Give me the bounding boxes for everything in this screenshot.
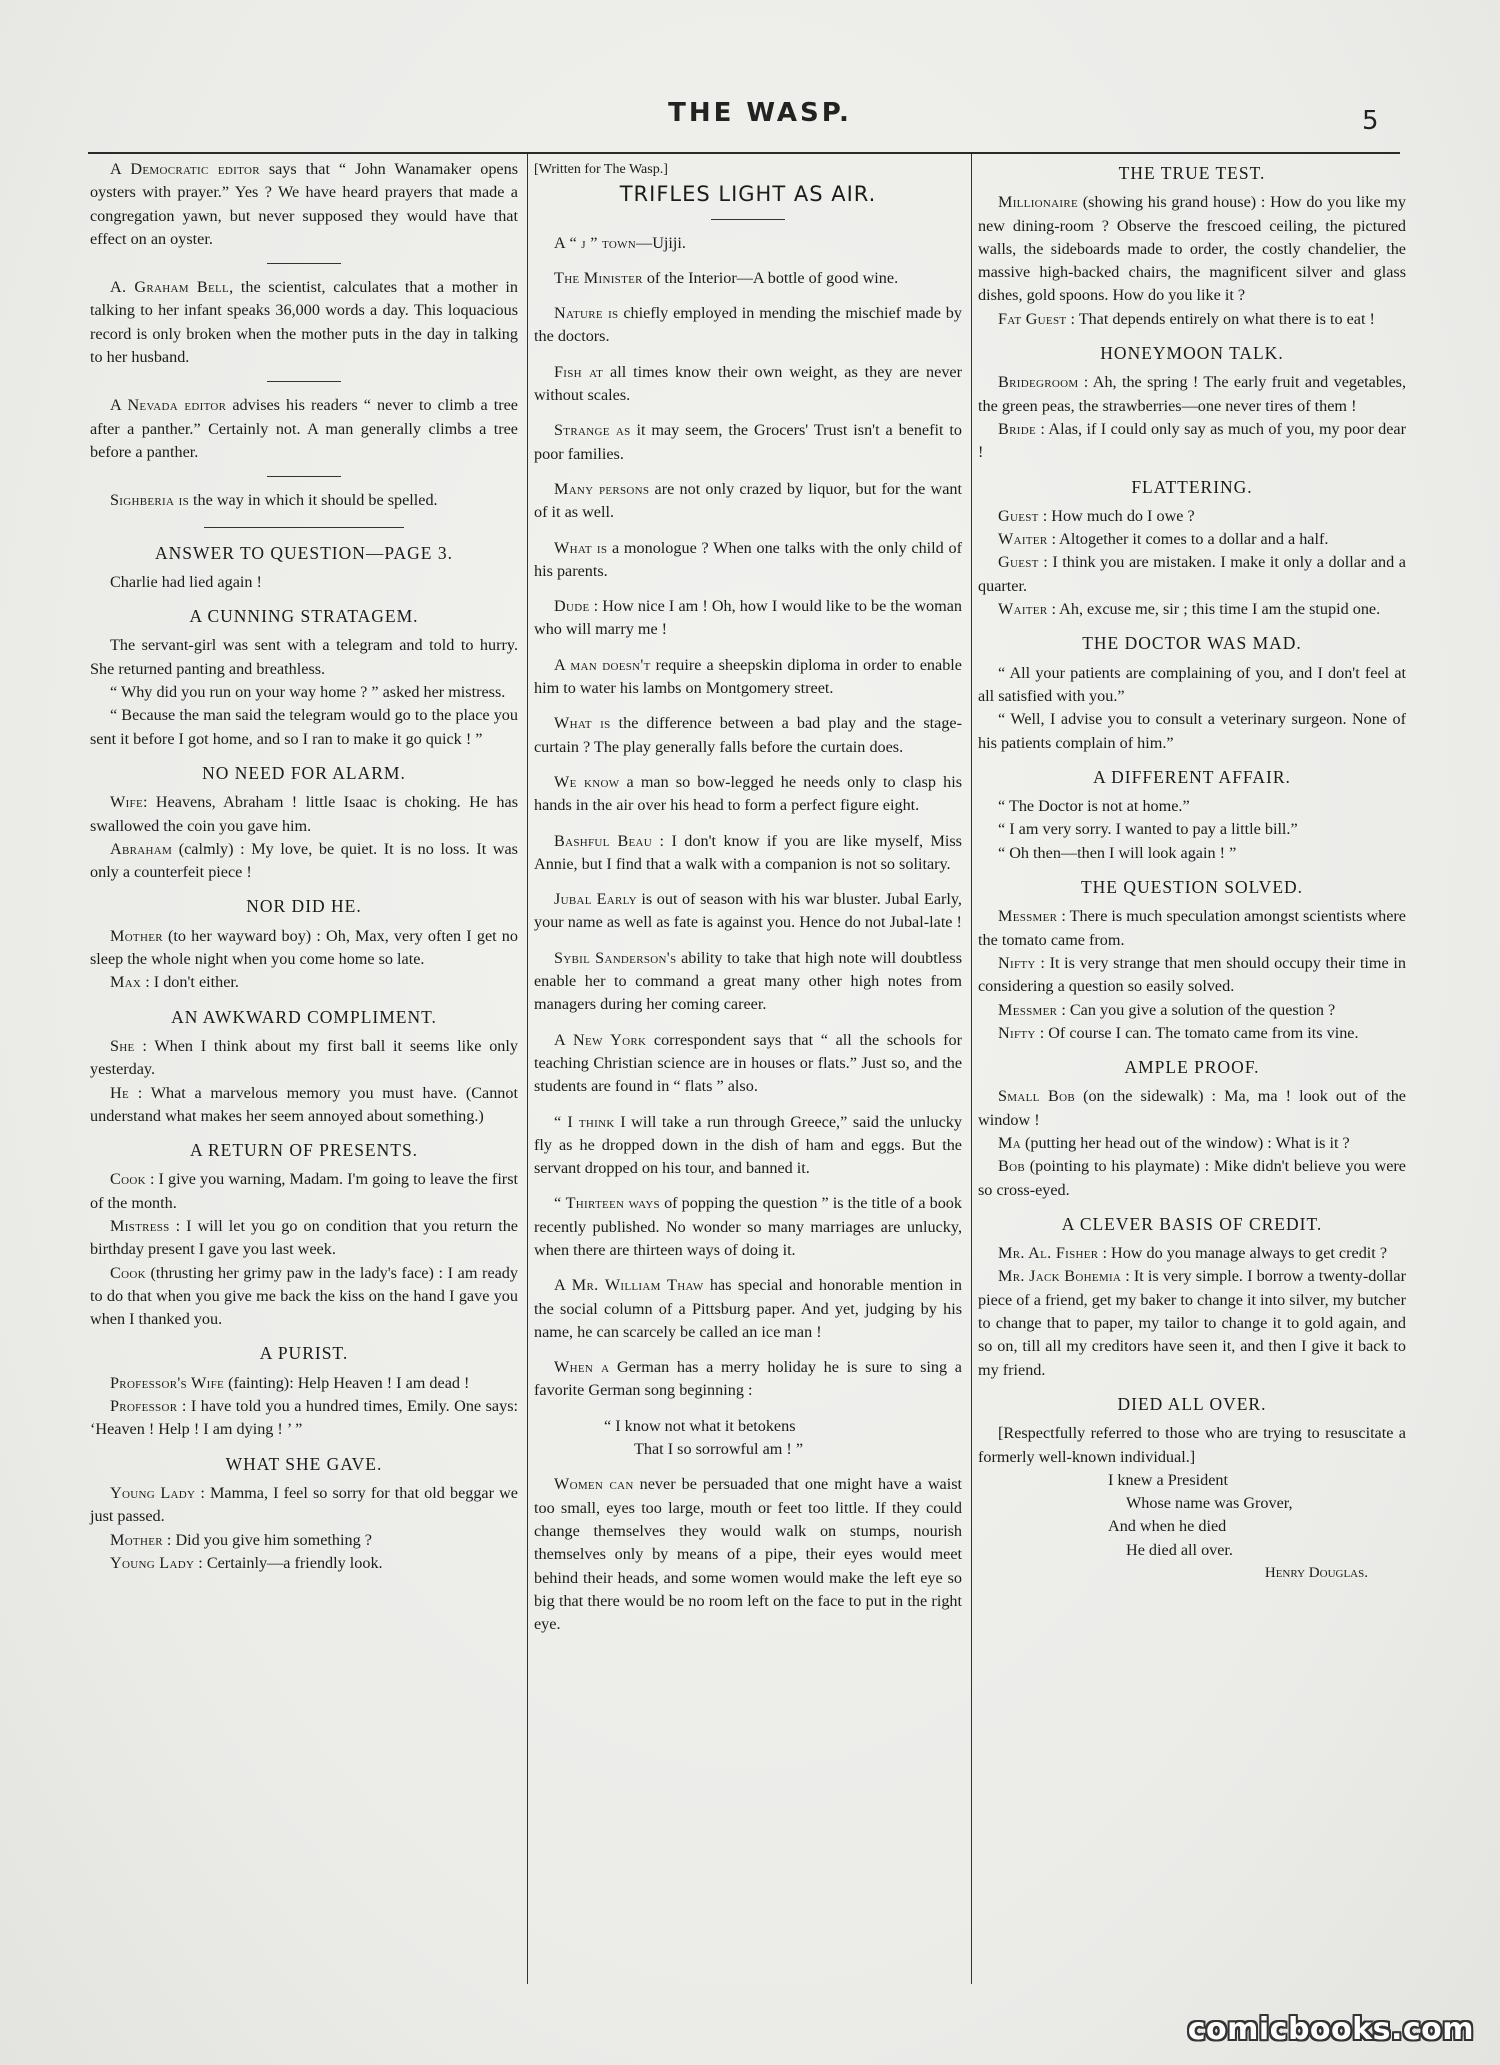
paragraph (534, 267, 962, 290)
paragraph (534, 830, 962, 877)
lead-words: She (110, 1036, 135, 1055)
song-line: That I so sorrowful am ! ” (634, 1440, 804, 1459)
section-heading: DIED ALL OVER. (1117, 1393, 1267, 1414)
section-heading: ANSWER TO QUESTION—PAGE 3. (155, 542, 453, 563)
spacer (534, 1262, 962, 1274)
paragraph: “ Well, I advise you to consult a veterinary surgeon. None of his patients complain of him.” (978, 710, 1406, 752)
lead-words: Bride (998, 419, 1036, 438)
spacer (534, 1099, 962, 1111)
body-text: (putting her head out of the window) : What is it ? (1020, 1133, 1350, 1152)
paragraph (90, 1035, 518, 1082)
paragraph (534, 1029, 962, 1099)
paragraph: “ All your patients are complaining of you, and I don't feel at all satisfied with you.” (978, 663, 1406, 705)
paragraph (978, 551, 1406, 598)
section-heading: A RETURN OF PRESENTS. (189, 1140, 419, 1161)
body-text: : How nice I am ! Oh, how I would like to be the woman who will marry me ! (534, 597, 962, 639)
lead-words: Waiter (998, 600, 1048, 619)
lead-words: What is (554, 714, 611, 733)
spacer (534, 583, 962, 595)
paragraph: “ I am very sorry. I wanted to pay a little bill.” (998, 820, 1298, 839)
paragraph (90, 1372, 518, 1395)
paragraph (534, 302, 962, 349)
spacer (534, 876, 962, 888)
lead-words: Mother (110, 926, 163, 945)
body-text: : What a marvelous memory you must have. (Cannot understand what makes her seem annoyed about something.) (90, 1083, 518, 1125)
section-heading: A CLEVER BASIS OF CREDIT. (1061, 1213, 1323, 1234)
body-text: : Altogether it comes to a dollar and a half. (1047, 530, 1329, 549)
separator-rule (267, 263, 341, 264)
body-text: : Ah, excuse me, sir ; this time I am the stupid one. (1047, 600, 1381, 619)
lead-words: Strange as (554, 421, 631, 440)
paragraph (534, 1473, 962, 1636)
lead-words: Messmer (998, 1000, 1058, 1019)
header-rule (88, 152, 1400, 154)
lead-words: We know (554, 772, 620, 791)
paragraph (978, 371, 1406, 418)
lead-words: Mr. Al. Fisher (998, 1244, 1099, 1263)
spacer (534, 1180, 962, 1192)
paragraph (90, 1168, 518, 1215)
body-text: : I think you are mistaken. I make it only a dollar and a quarter. (978, 553, 1406, 595)
signature: Henry Douglas. (1264, 1565, 1368, 1582)
lead-words: Ma (998, 1133, 1021, 1152)
paragraph (978, 952, 1406, 999)
section-heading: HONEYMOON TALK. (1100, 343, 1284, 364)
lead-words: A Democratic editor (110, 160, 260, 178)
paragraph (978, 1132, 1406, 1155)
body-text: says that “ John Wanamaker opens oysters with prayer.” Yes ? We have heard prayers that made a congregation yawn, but never supposed they would have that effect on an oyster. (90, 160, 518, 248)
body-text: (thrusting her grimy paw in the lady's face) : I am ready to do that when you give me back the kiss on the hand I gave you when I thanked you. (90, 1263, 518, 1329)
lead-words: He (110, 1083, 130, 1102)
poem-line: I knew a President (1108, 1470, 1229, 1489)
body-text: : Ah, the spring ! The early fruit and vegetables, the green peas, the strawberries—one never tires of them ! (978, 373, 1406, 415)
body-text: a man so bow-legged he needs only to clasp his hands in the air over his head to form a perfect figure eight. (534, 772, 962, 815)
paragraph (978, 191, 1406, 307)
body-text: never be persuaded that one might have a waist too small, eyes too large, mouth or feet too little. If they could change themselves they would walk on stumps, nourish themselves only by means of a pipe, their eyes would meet behind their heads, and some women would make the left eye so big that there would be no room left on the face to put in the right eye. (534, 1475, 962, 1634)
paragraph: “ Why did you run on your way home ? ” asked her mistress. (110, 683, 506, 702)
section-heading: FLATTERING. (1131, 476, 1253, 497)
lead-words: When a (554, 1358, 610, 1377)
paragraph (978, 598, 1406, 621)
body-text: require a sheepskin diploma in order to enable him to water his lambs on Montgomery street. (534, 655, 962, 698)
lead-words: “ Thirteen ways (554, 1194, 660, 1213)
paragraph (978, 999, 1406, 1022)
body-text: (showing his grand house) : How do you like my new dining-room ? Observe the frescoed ceiling, the pictured walls, the sideboards made to order, the costly chandelier, the massive high-backed chairs, the magnificent silver and glass dishes, gold spoons. How do you like it ? (978, 193, 1406, 305)
body-text: : Certainly—a friendly look. (194, 1553, 383, 1572)
body-text: (to her wayward boy) : Oh, Max, very often I get no sleep the whole night when you come home so late. (90, 926, 518, 969)
paragraph (978, 905, 1406, 952)
lead-words: Fish at (554, 362, 604, 381)
body-text: the way in which it should be spelled. (188, 491, 438, 510)
lead-words: Young Lady (110, 1483, 196, 1502)
section-heading: WHAT SHE GAVE. (225, 1453, 383, 1474)
section-heading: NO NEED FOR ALARM. (202, 762, 406, 783)
song-lines (534, 1415, 962, 1462)
body-text: : Alas, if I could only say as much of you, my poor dear ! (978, 419, 1406, 462)
column-3 (978, 158, 1406, 1585)
poem-line: Whose name was Grover, (1126, 1494, 1293, 1513)
paragraph (534, 1192, 962, 1262)
body-text: : When I think about my first ball it seems like only yesterday. (90, 1036, 518, 1079)
lead-words: Small Bob (998, 1087, 1076, 1106)
song-line: “ I know not what it betokens (604, 1416, 796, 1435)
body-text: : I don't know if you are like myself, Miss Annie, but I find that a walk with a companion is not so solitary. (534, 831, 962, 873)
body-text: : I will let you go on condition that you return the birthday present I gave you last week. (90, 1216, 518, 1259)
paragraph (978, 418, 1406, 465)
lead-words: Guest (998, 553, 1039, 572)
body-text: I will take a run through Greece,” said the unlucky fly as he dropped down in the dish of ham and eggs. But the servant dropped on his tour, and banned it. (534, 1112, 962, 1178)
spacer (534, 642, 962, 654)
lead-words: A Mr. William Thaw (554, 1276, 704, 1295)
paragraph (90, 1552, 518, 1575)
paragraph (90, 971, 518, 994)
paragraph (534, 537, 962, 584)
lead-words: Millionaire (998, 193, 1079, 212)
paragraph (90, 838, 518, 885)
lead-words: “ I think (554, 1112, 615, 1131)
lead-words: A Nevada editor (110, 396, 227, 415)
body-text: German has a merry holiday he is sure to sing a favorite German song beginning : (534, 1358, 962, 1400)
body-text: (pointing to his playmate) : Mike didn't believe you were so cross-eyed. (978, 1157, 1406, 1199)
poem (978, 1469, 1406, 1562)
body-text: : It is very simple. I borrow a twenty-dollar piece of a friend, get my baker to change it into silver, my butcher to change that to paper, my tailor to change it to gold again, and so on, till all my creditors have seen it, and then I give it back to my friend. (978, 1267, 1406, 1379)
page-number: 5 (1362, 106, 1379, 136)
spacer (534, 1017, 962, 1029)
paragraph (90, 158, 518, 251)
paragraph (90, 791, 518, 838)
body-text: correspondent says that “ all the schools for teaching Christian science are in houses or flats.” Just so, and the students are found in “ flats ” also. (534, 1030, 962, 1096)
spacer (534, 525, 962, 537)
paragraph (90, 925, 518, 972)
body-text: : Did you give him something ? (162, 1530, 372, 1549)
paragraph (534, 361, 962, 408)
paragraph (534, 771, 962, 818)
section-heading: THE QUESTION SOLVED. (1080, 877, 1304, 898)
body-text: : I don't either. (141, 973, 239, 992)
body-text: : Mamma, I feel so sorry for that old beggar we just passed. (90, 1483, 518, 1526)
lead-words: Bob (998, 1157, 1025, 1176)
paragraph (534, 595, 962, 642)
body-text: : It is very strange that men should occupy their time in considering a question so easily solved. (978, 953, 1406, 996)
paragraph (90, 1262, 518, 1332)
spacer (534, 407, 962, 419)
column-2 (534, 158, 962, 1636)
body-text: of the Interior—A bottle of good wine. (642, 268, 899, 287)
lead-words: Fat Guest (998, 309, 1067, 328)
paragraph (90, 394, 518, 464)
paragraph (90, 1529, 518, 1552)
separator-rule (711, 219, 785, 220)
paragraph (978, 505, 1406, 528)
lead-words: Professor (110, 1397, 178, 1416)
column-rule-2 (971, 154, 972, 1984)
lead-words: Professor's Wife (110, 1373, 225, 1392)
body-text: (fainting): Help Heaven ! I am dead ! (224, 1373, 470, 1392)
lead-words: A man doesn't (554, 655, 651, 674)
spacer (534, 1403, 962, 1415)
lead-words: Mother (110, 1530, 163, 1549)
spacer (534, 1461, 962, 1473)
lead-words: Young Lady (110, 1553, 195, 1572)
masthead: THE WASP. (668, 98, 852, 128)
lead-words: Nature is (554, 304, 619, 323)
lead-words: Cook (110, 1170, 146, 1189)
paragraph (534, 947, 962, 1017)
paragraph (978, 528, 1406, 551)
paragraph: “ The Doctor is not at home.” (998, 797, 1190, 816)
paragraph (90, 1482, 518, 1529)
body-text: of popping the question ” is the title of a book recently published. No wonder so many marriages are unlucky, when there are thirteen ways of doing it. (534, 1194, 962, 1259)
lead-words: A. Graham Bell (110, 278, 230, 297)
body-text: ability to take that high note will doubtless enable her to command a great many other high notes from managers during her coming career. (534, 948, 963, 1014)
watermark: comicbooks.com (1187, 2012, 1474, 2047)
section-heading: NOR DID HE. (246, 896, 362, 917)
spacer (534, 290, 962, 302)
section-heading: AN AWKWARD COMPLIMENT. (171, 1006, 437, 1027)
body-text: is out of season with his war bluster. Jubal Early, your name as well as fate is against you. Hence do not Jubal-late ! (534, 890, 962, 932)
poem-line: He died all over. (1126, 1540, 1233, 1559)
paragraph (534, 1356, 962, 1403)
section-heading: A DIFFERENT AFFAIR. (1093, 766, 1291, 787)
lead-words: Messmer (998, 907, 1058, 926)
spacer (534, 466, 962, 478)
body-text: : Can you give a solution of the question ? (1057, 1000, 1336, 1019)
paragraph (534, 888, 962, 935)
lead-words: A “ j ” town (554, 233, 637, 252)
paragraph: The servant-girl was sent with a telegram and told to hurry. She returned panting and breathless. (90, 636, 518, 678)
paragraph (978, 308, 1406, 331)
lead-words: Waiter (998, 530, 1048, 549)
article-title: TRIFLES LIGHT AS AIR. (619, 182, 877, 207)
lead-words: Jubal Early (554, 890, 637, 909)
body-text: a monologue ? When one talks with the only child of his parents. (534, 538, 962, 580)
paragraph (90, 489, 518, 512)
paragraph (978, 1155, 1406, 1202)
body-text: : Of course I can. The tomato came from its vine. (1035, 1023, 1359, 1042)
lead-words: A New York (554, 1030, 647, 1049)
lead-words: Sybil Sanderson's (554, 948, 677, 967)
lead-words: Cook (110, 1263, 146, 1282)
column-rule-1 (527, 154, 528, 1984)
body-text: the difference between a bad play and the stage-curtain ? The play generally falls before the curtain does. (534, 714, 962, 756)
spacer (534, 349, 962, 361)
body-text: (on the sidewalk) : Ma, ma ! look out of the window ! (978, 1087, 1406, 1129)
separator-rule (204, 527, 404, 528)
lead-words: Max (110, 973, 142, 992)
spacer (534, 935, 962, 947)
paragraph (534, 712, 962, 759)
paragraph: “ Because the man said the telegram would go to the place you sent it before I got home, and so I ran to make it go quick ! ” (90, 706, 518, 748)
body-text: are not only crazed by liquor, but for the want of it as well. (534, 479, 962, 522)
lead-words: Sighberia is (110, 491, 189, 510)
body-text: it may seem, the Grocers' Trust isn't a benefit to poor families. (534, 421, 962, 463)
dedication-note: [Respectfully referred to those who are trying to resuscitate a formerly well-known individual.] (978, 1424, 1406, 1466)
section-heading: A PURIST. (259, 1343, 349, 1364)
paragraph (978, 1022, 1406, 1045)
section-heading: THE TRUE TEST. (1118, 163, 1266, 183)
lead-words: The Minister (554, 268, 643, 287)
spacer (534, 700, 962, 712)
paragraph (978, 1085, 1406, 1132)
body-text: : There is much speculation amongst scientists where the tomato came from. (978, 907, 1406, 949)
written-for-note: [Written for The Wasp.] (534, 162, 668, 177)
lead-words: Guest (998, 506, 1039, 525)
separator-rule (267, 476, 341, 477)
column-1 (90, 158, 518, 1575)
paragraph (534, 1274, 962, 1344)
body-text: has special and honorable mention in the social column of a Pittsburg paper. And yet, judging by his name, he can scarcely be called an ice man ! (534, 1276, 963, 1341)
lead-words: Bashful Beau (554, 831, 653, 850)
lead-words: Dude (554, 597, 590, 616)
lead-words: Abraham (110, 839, 173, 858)
answer-text: Charlie had lied again ! (110, 572, 262, 591)
paragraph (978, 1242, 1406, 1265)
section-heading: A CUNNING STRATAGEM. (189, 606, 419, 627)
body-text: , the scientist, calculates that a mother in talking to her infant speaks 36,000 words a day. This loquacious record is only broken when the mother puts in the day in talking to her husband. (90, 278, 519, 367)
paragraph (978, 1265, 1406, 1381)
body-text: —Ujiji. (636, 233, 686, 252)
body-text: : I give you warning, Madam. I'm going to leave the first of the month. (90, 1170, 518, 1212)
paragraph (90, 276, 518, 369)
spacer (534, 1344, 962, 1356)
paragraph (534, 232, 962, 255)
body-text: advises his readers “ never to climb a tree after a panther.” Certainly not. A man generally climbs a tree before a panther. (90, 396, 518, 461)
lead-words: What is (554, 538, 608, 557)
section-heading: AMPLE PROOF. (1124, 1057, 1260, 1078)
section-heading: THE DOCTOR WAS MAD. (1082, 633, 1302, 654)
separator-rule (267, 381, 341, 382)
paragraph (534, 654, 962, 701)
lead-words: Mr. Jack Bohemia (998, 1267, 1122, 1286)
paragraph (534, 478, 962, 525)
poem-line: And when he died (1108, 1517, 1227, 1536)
lead-words: Bridegroom (998, 373, 1079, 392)
paragraph (534, 419, 962, 466)
lead-words: Women can (554, 1475, 634, 1494)
body-text: : Heavens, Abraham ! little Isaac is choking. He has swallowed the coin you gave him. (90, 793, 518, 835)
body-text: : I have told you a hundred times, Emily. One says: ‘Heaven ! Help ! I am dying ! ’ ” (90, 1397, 518, 1439)
paragraph (90, 1395, 518, 1442)
body-text: (calmly) : My love, be quiet. It is no loss. It was only a counterfeit piece ! (90, 839, 518, 882)
lead-words: Many persons (554, 479, 650, 498)
body-text: : How much do I owe ? (1038, 506, 1195, 525)
lead-words: Nifty (998, 953, 1036, 972)
body-text: : How do you manage always to get credit ? (1098, 1244, 1388, 1263)
paragraph (90, 1215, 518, 1262)
lead-words: Nifty (998, 1023, 1036, 1042)
paragraph (534, 1111, 962, 1181)
paragraph (90, 1082, 518, 1129)
body-text: : That depends entirely on what there is to eat ! (1066, 309, 1375, 328)
body-text: chiefly employed in mending the mischief made by the doctors. (534, 304, 962, 346)
lead-words: Mistress (110, 1216, 170, 1235)
body-text: all times know their own weight, as they are never without scales. (534, 362, 962, 405)
spacer (534, 818, 962, 830)
lead-words: Wife (110, 793, 143, 812)
spacer (534, 759, 962, 771)
paragraph: “ Oh then—then I will look again ! ” (998, 843, 1237, 862)
spacer (534, 255, 962, 267)
